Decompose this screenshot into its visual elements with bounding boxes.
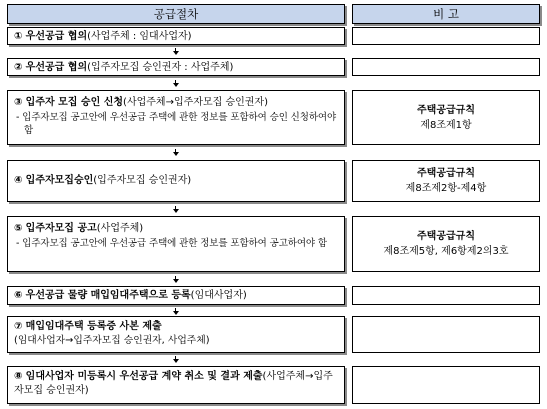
note-detail: 제8조제2항-제4항 bbox=[405, 183, 487, 194]
remark-cell-6 bbox=[352, 286, 540, 305]
down-arrow-icon bbox=[173, 276, 179, 284]
procedure-header bbox=[7, 4, 345, 24]
step-title: 임대사업자 미등록시 우선공급 계약 취소 및 결과 제출 bbox=[25, 371, 263, 382]
step-subtitle: (입주자모집 승인권자) bbox=[93, 175, 192, 186]
down-arrow-icon bbox=[173, 80, 179, 88]
remark-cell-5 bbox=[352, 216, 540, 272]
remark-cell-8 bbox=[352, 366, 540, 404]
down-arrow-icon bbox=[173, 308, 179, 316]
step-title: 입주자모집승인 bbox=[25, 175, 94, 186]
remark-cell-2 bbox=[352, 58, 540, 76]
step-number: ② bbox=[14, 62, 23, 73]
remarks-header-label: 비 고 bbox=[433, 7, 459, 21]
step-title: 매입임대주택 등록증 사본 제출 bbox=[25, 321, 162, 332]
step-title: 우선공급 물량 매입임대주택으로 등록 bbox=[25, 290, 191, 301]
step-number: ① bbox=[14, 31, 23, 42]
step-subtitle: (입주자모집 승인권자 : 사업주체) bbox=[87, 62, 234, 73]
step-number: ⑦ bbox=[14, 321, 23, 332]
down-arrow-icon bbox=[173, 48, 179, 56]
note-detail: 제8조제1항 bbox=[420, 119, 472, 131]
step-description: - 입주자모집 공고안에 우선공급 주택에 관한 정보를 포함하여 승인 신청하여야 함 bbox=[16, 112, 337, 136]
step-4 bbox=[7, 160, 345, 202]
down-arrow-icon bbox=[173, 356, 179, 364]
step-subtitle: (임대사업자→입주자모집 승인권자, 사업주체) bbox=[14, 335, 210, 346]
step-3 bbox=[7, 90, 345, 145]
step-subtitle: (사업주체→입주자모집 승인권자) bbox=[123, 97, 268, 108]
step-subtitle: (사업주체) bbox=[96, 223, 144, 234]
step-number: ④ bbox=[14, 175, 23, 186]
note-title: 주택공급규칙 bbox=[417, 168, 475, 179]
note-detail: 제8조제5항, 제6항제2의3호 bbox=[383, 246, 509, 257]
note-title: 주택공급규칙 bbox=[417, 104, 475, 116]
down-arrow-icon bbox=[173, 206, 179, 214]
step-6 bbox=[7, 286, 345, 305]
procedure-header-label: 공급절차 bbox=[153, 7, 199, 21]
remark-cell-7 bbox=[352, 316, 540, 353]
step-title: 입주자 모집 승인 신청 bbox=[25, 97, 124, 108]
step-7 bbox=[7, 316, 345, 353]
step-subtitle: (임대사업자) bbox=[190, 290, 247, 301]
step-5 bbox=[7, 216, 345, 272]
down-arrow-icon bbox=[173, 149, 179, 157]
remark-cell-4 bbox=[352, 160, 540, 202]
step-title: 우선공급 협의 bbox=[25, 62, 88, 73]
remarks-header bbox=[352, 4, 540, 24]
step-title: 우선공급 협의 bbox=[25, 31, 88, 42]
step-subtitle: (사업주체 : 임대사업자) bbox=[87, 31, 192, 42]
step-number: ③ bbox=[14, 97, 23, 108]
step-2 bbox=[7, 58, 345, 76]
step-description: - 입주자모집 공고안에 우선공급 주택에 관한 정보를 포함하여 공고하여야 함 bbox=[16, 238, 327, 249]
step-title: 입주자모집 공고 bbox=[25, 223, 97, 234]
step-subtitle: (사업주체→입주자모집 승인권자) bbox=[14, 371, 333, 396]
step-number: ⑧ bbox=[14, 371, 23, 382]
remark-cell-1 bbox=[352, 27, 540, 45]
step-8 bbox=[7, 366, 345, 404]
step-number: ⑤ bbox=[14, 223, 23, 234]
note-title: 주택공급규칙 bbox=[417, 231, 475, 242]
step-1 bbox=[7, 27, 345, 45]
step-number: ⑥ bbox=[14, 290, 23, 301]
remark-cell-3 bbox=[352, 90, 540, 145]
